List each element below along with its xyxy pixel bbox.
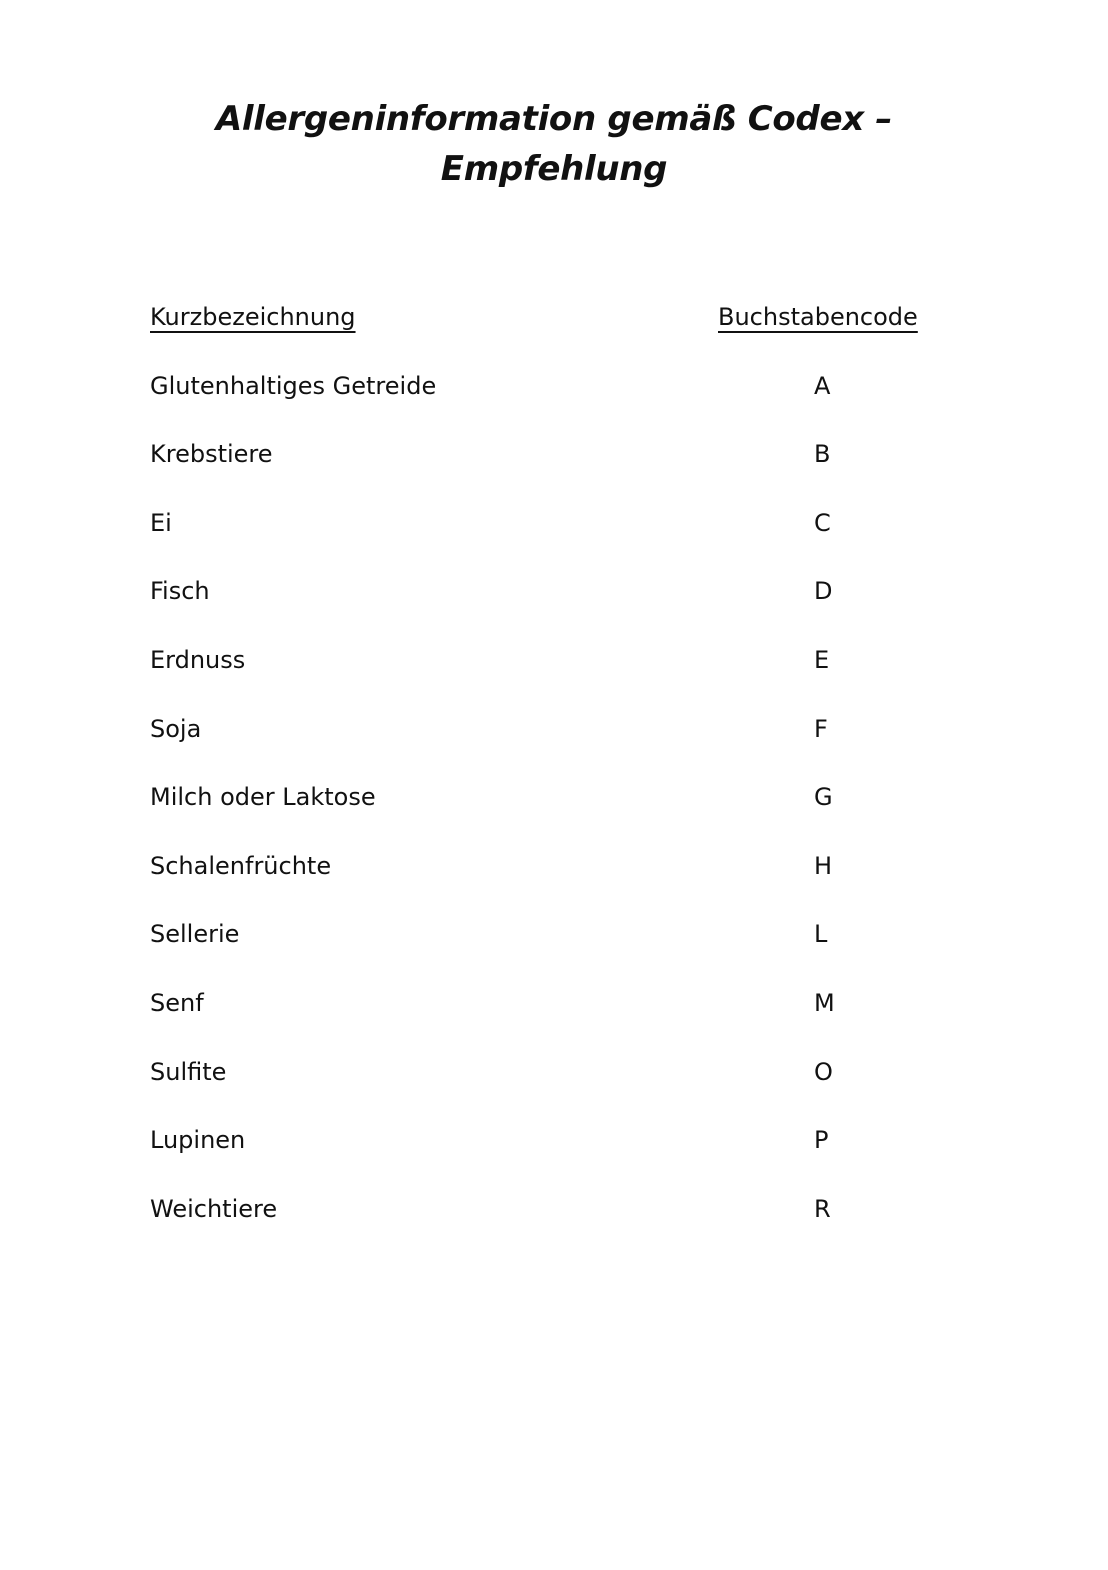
table-row [150,849,950,918]
allergen-name: Ei [150,508,172,537]
allergen-code: C [814,508,831,537]
allergen-code: P [814,1126,829,1155]
allergen-name: Krebstiere [150,440,273,469]
page-title-line-1: Allergeninformation gemäß Codex – [215,99,893,139]
allergen-code: D [814,577,833,606]
allergen-name: Senf [150,988,204,1017]
allergen-table [150,300,950,1260]
table-row [150,986,950,1055]
allergen-name: Weichtiere [150,1194,278,1223]
column-header-short-name: Kurzbezeichnung [150,303,356,331]
allergen-code: H [814,851,833,880]
allergen-code: L [814,920,828,949]
table-row [150,1192,950,1261]
table-row [150,437,950,506]
allergen-name: Sellerie [150,920,240,949]
allergen-code: F [814,714,828,743]
allergen-name: Erdnuss [150,645,246,674]
table-header-row [150,300,950,369]
allergen-name: Schalenfrüchte [150,851,332,880]
allergen-code: E [814,645,830,674]
page-title [0,94,1108,194]
table-row [150,369,950,438]
table-row [150,1123,950,1192]
allergen-code: G [814,783,833,812]
table-row [150,780,950,849]
table-row [150,712,950,781]
allergen-name: Lupinen [150,1126,246,1155]
allergen-code: R [814,1194,831,1223]
allergen-name: Fisch [150,577,210,606]
allergen-name: Sulfite [150,1057,227,1086]
table-row [150,917,950,986]
allergen-code: B [814,440,831,469]
allergen-name: Milch oder Laktose [150,783,376,812]
column-header-letter-code: Buchstabencode [718,303,918,331]
table-row [150,643,950,712]
table-row [150,506,950,575]
table-row [150,1055,950,1124]
allergen-code: O [814,1057,833,1086]
allergen-code: M [814,988,835,1017]
allergen-code: A [814,371,831,400]
allergen-name: Soja [150,714,202,743]
page-title-line-2: Empfehlung [440,149,668,189]
table-row [150,574,950,643]
allergen-name: Glutenhaltiges Getreide [150,371,437,400]
